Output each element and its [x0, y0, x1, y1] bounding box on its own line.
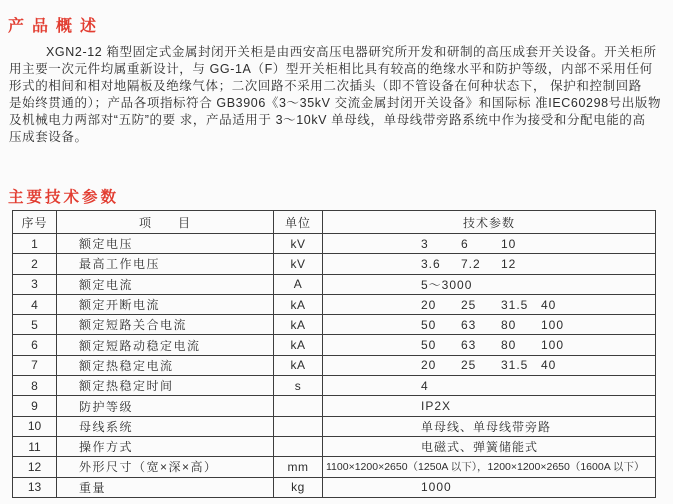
header-no: 序号: [13, 211, 57, 234]
row-number-cell: 6: [13, 335, 57, 355]
row-params-cell: [323, 254, 656, 274]
paragraph-line: 是始终贯通的）；产品各项指标符合 GB3906《3～35kV 交流金属封闭开关设备》和国际标 准IEC60298号出版物: [9, 96, 662, 110]
row-item-cell: 额定热稳定电流: [57, 355, 274, 375]
table-row: [13, 355, 656, 375]
table-row: [13, 234, 656, 254]
param-value: 31.5: [501, 297, 529, 312]
param-value: 50: [421, 338, 437, 353]
param-value: 20: [421, 358, 437, 373]
specs-table: [12, 210, 656, 498]
table-row: [13, 315, 656, 335]
row-item-cell: 重量: [57, 477, 274, 497]
param-value: 25: [461, 358, 477, 373]
header-item: 项 目: [57, 211, 274, 234]
row-params-cell: [323, 416, 656, 436]
row-number-cell: 2: [13, 254, 57, 274]
row-params-cell: [323, 396, 656, 416]
table-row: [13, 254, 656, 274]
row-unit-cell: kA: [274, 335, 323, 355]
row-item-cell: 防护等级: [57, 396, 274, 416]
row-unit-cell: mm: [274, 457, 323, 477]
param-value: 10: [501, 236, 517, 251]
param-value: 4: [421, 378, 429, 393]
row-unit-cell: kA: [274, 355, 323, 375]
param-value: 电磁式、弹簧储能式: [421, 440, 539, 455]
row-params-cell: [323, 335, 656, 355]
param-value: 80: [501, 338, 517, 353]
row-params-cell: [323, 294, 656, 314]
row-number-cell: 8: [13, 376, 57, 396]
specs-table-body: [13, 234, 656, 498]
specs-section-title: 主要技术参数: [8, 189, 120, 206]
row-item-cell: 额定短路关合电流: [57, 315, 274, 335]
row-number-cell: 11: [13, 436, 57, 456]
row-unit-cell: A: [274, 274, 323, 294]
row-number-cell: 9: [13, 396, 57, 416]
table-row: [13, 396, 656, 416]
table-row: [13, 335, 656, 355]
row-params-cell: [323, 457, 656, 477]
table-row: [13, 376, 656, 396]
param-value: 12: [501, 256, 517, 271]
row-item-cell: 额定短路动稳定电流: [57, 335, 274, 355]
param-value: 40: [541, 358, 557, 373]
param-value: 80: [501, 317, 517, 332]
row-params-cell: [323, 436, 656, 456]
param-value: 100: [541, 317, 565, 332]
param-value: 3: [421, 236, 429, 251]
param-value: 31.5: [501, 358, 529, 373]
param-value: 1100×1200×2650（1250A 以下），1200×1200×2650（1600A 以下）: [326, 461, 645, 474]
row-unit-cell: [274, 436, 323, 456]
row-params-cell: [323, 315, 656, 335]
paragraph-line: XGN2-12 箱型固定式金属封闭开关柜是由西安高压电器研究所开发和研制的高压成套开关设备。开关柜所: [46, 45, 657, 59]
row-item-cell: 外形尺寸（宽×深×高）: [57, 457, 274, 477]
row-unit-cell: kA: [274, 315, 323, 335]
param-value: 单母线、单母线带旁路: [421, 419, 552, 434]
header-unit: 单位: [274, 211, 323, 234]
table-row: [13, 477, 656, 497]
param-value: 63: [461, 317, 477, 332]
row-item-cell: 额定电流: [57, 274, 274, 294]
paragraph-line: 形式的相间和相对地隔板及绝缘气体；二次回路不采用二次插头（即不管设备在何种状态下， 保护和控制回路: [9, 79, 642, 93]
row-number-cell: 12: [13, 457, 57, 477]
header-params: 技术参数: [323, 211, 656, 234]
row-item-cell: 母线系统: [57, 416, 274, 436]
row-item-cell: 额定开断电流: [57, 294, 274, 314]
paragraph-line: 及机械电力两部对“五防”的要 求，产品适用于 3～10kV 单母线，单母线带旁路系统中作为接受和分配电能的高: [9, 113, 646, 127]
row-item-cell: 最高工作电压: [57, 254, 274, 274]
paragraph-line: 用主要一次元件均属重新设计，与 GG-1A（F）型开关柜相比具有较高的绝缘水平和防护等级，内部不采用任何: [9, 62, 653, 76]
row-params-cell: [323, 355, 656, 375]
row-unit-cell: [274, 416, 323, 436]
row-number-cell: 1: [13, 234, 57, 254]
row-unit-cell: s: [274, 376, 323, 396]
row-params-cell: [323, 477, 656, 497]
overview-paragraph: [9, 44, 669, 146]
row-unit-cell: kg: [274, 477, 323, 497]
param-value: 40: [541, 297, 557, 312]
row-unit-cell: kV: [274, 234, 323, 254]
row-params-cell: [323, 376, 656, 396]
param-value: 20: [421, 297, 437, 312]
row-item-cell: 操作方式: [57, 436, 274, 456]
param-value: 7.2: [461, 256, 481, 271]
param-value: 6: [461, 236, 469, 251]
table-row: [13, 436, 656, 456]
row-unit-cell: kV: [274, 254, 323, 274]
table-header-row: [13, 211, 656, 234]
row-number-cell: 4: [13, 294, 57, 314]
row-number-cell: 7: [13, 355, 57, 375]
param-value: 50: [421, 317, 437, 332]
param-value: 3.6: [421, 256, 441, 271]
table-row: [13, 274, 656, 294]
param-value: 63: [461, 338, 477, 353]
param-value: 100: [541, 338, 565, 353]
param-value: 5～3000: [421, 277, 473, 292]
row-number-cell: 10: [13, 416, 57, 436]
param-value: IP2X: [421, 399, 452, 414]
table-row: [13, 294, 656, 314]
param-value: 1000: [421, 480, 452, 495]
paragraph-line: 压成套设备。: [9, 130, 88, 144]
row-unit-cell: [274, 396, 323, 416]
param-value: 25: [461, 297, 477, 312]
table-row: [13, 416, 656, 436]
row-number-cell: 13: [13, 477, 57, 497]
row-item-cell: 额定热稳定时间: [57, 376, 274, 396]
row-item-cell: 额定电压: [57, 234, 274, 254]
row-params-cell: [323, 274, 656, 294]
table-row: [13, 457, 656, 477]
row-number-cell: 5: [13, 315, 57, 335]
row-params-cell: [323, 234, 656, 254]
overview-section-title: 产品概述: [8, 18, 105, 35]
row-number-cell: 3: [13, 274, 57, 294]
row-unit-cell: kA: [274, 294, 323, 314]
